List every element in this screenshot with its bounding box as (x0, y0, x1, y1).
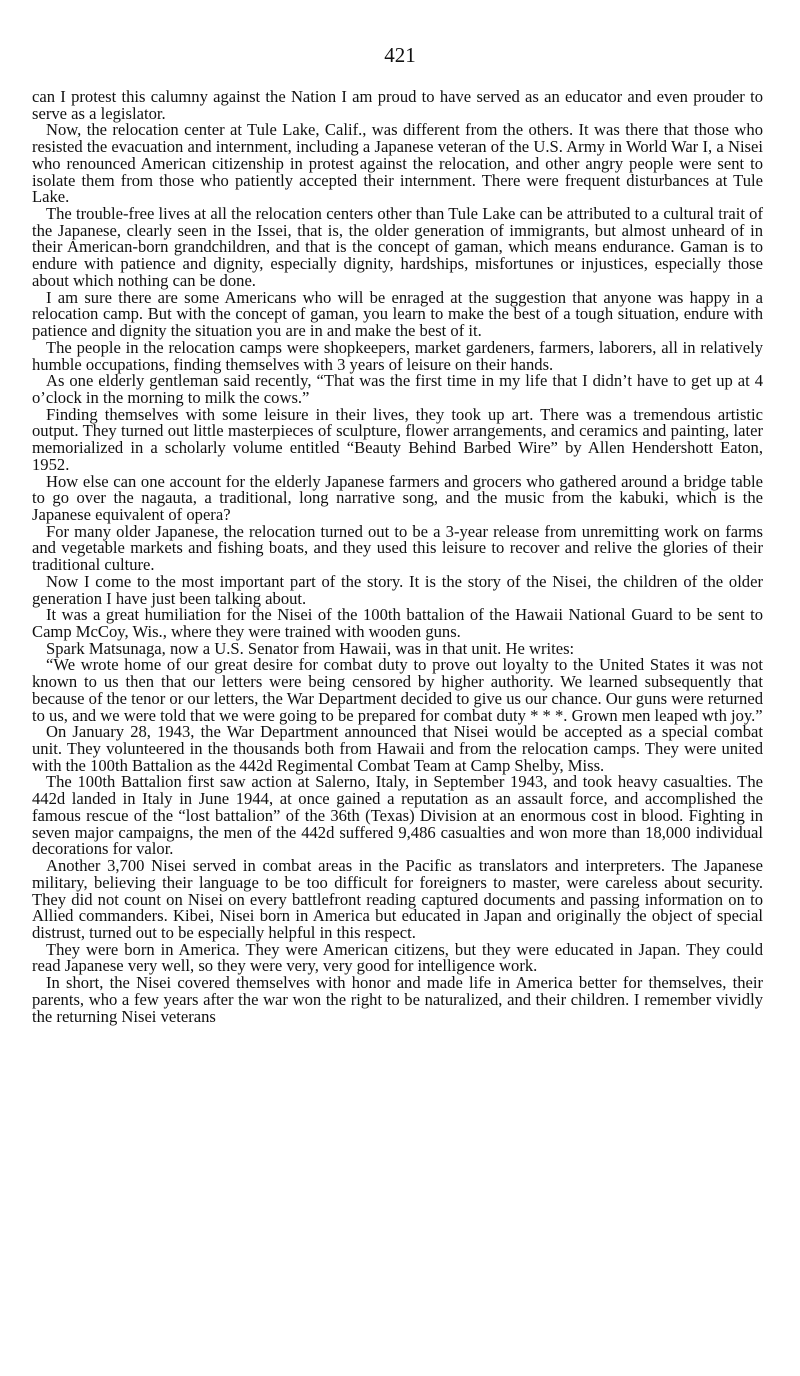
paragraph: Another 3,700 Nisei served in combat areas in the Pacific as translators and interpreters. The Japanese military, believing their language to be too difficult for foreigners to master, were careless about security. They did not count on Nisei on every battlefront reading captured documents and passing information on to Allied commanders. Kibei, Nisei born in America but educated in Japan and originally the object of special distrust, turned out to be especially helpful in this respect. (32, 856, 763, 942)
paragraph: For many older Japanese, the relocation turned out to be a 3-year release from unremitting work on farms and vegetable markets and fishing boats, and they used this leisure to recover and relive the glories of their traditional culture. (32, 521, 763, 575)
paragraph: The 100th Battalion first saw action at Salerno, Italy, in September 1943, and took heavy casualties. The 442d landed in Italy in June 1944, at once gained a reputation as an assault force, and accomplished the famous rescue of the “lost battalion” of the 36th (Texas) Division at an enormous cost in blood. Fighting in seven major campaigns, the men of the 442d suffered 9,486 casualties and won more than 18,000 individual decorations for valor. (32, 772, 763, 859)
page-number: 421 (384, 43, 416, 67)
paragraph: On January 28, 1943, the War Department announced that Nisei would be accepted as a special combat unit. They volunteered in the thousands both from Hawaii and from the relocation camps. They were united with the 100th Battalion as the 442d Regimental Combat Team at Camp Shelby, Miss. (32, 722, 763, 775)
paragraph: Now, the relocation center at Tule Lake, Calif., was different from the others. It was there that those who resisted the evacuation and internment, including a Japanese veteran of the U.S. Army in World War I, a Nisei who renounced American citizenship in protest against the relocation, and other angry people were sent to isolate them from those who patiently accepted their internment. There were frequent disturbances at Tule Lake. (32, 120, 763, 207)
body-text (32, 89, 763, 1025)
paragraph: As one elderly gentleman said recently, “That was the first time in my life that I didn’t have to get up at 4 o’clock in the morning to milk the cows.” (32, 371, 763, 407)
paragraph: can I protest this calumny against the Nation I am proud to have served as an educator and even prouder to serve as a legislator. (32, 87, 763, 123)
paragraph: Spark Matsunaga, now a U.S. Senator from Hawaii, was in that unit. He writes: (46, 638, 575, 658)
quotation-paragraph: “We wrote home of our great desire for combat duty to prove out loyalty to the United States it was not known to us then that our letters were being censored by higher authority. We learned subsequently that because of the tenor or our letters, the War Department decided to give us our chance. Our guns were returned to us, and we were told that we were going to be prepared for combat duty * * *. Grown men leaped wth joy.” (32, 655, 763, 725)
paragraph: The people in the relocation camps were shopkeepers, market gardeners, farmers, laborers, all in relatively humble occupations, finding themselves with 3 years of leisure on their hands. (32, 337, 763, 374)
paragraph: How else can one account for the elderly Japanese farmers and grocers who gathered around a bridge table to go over the nagauta, a traditional, long narrative song, and the music from the kabuki, which is the Japanese equivalent of opera? (32, 471, 763, 524)
paragraph: I am sure there are some Americans who will be enraged at the suggestion that anyone was happy in a relocation camp. But with the concept of gaman, you learn to make the best of a tough situation, endure with patience and dignity the situation you are in and make the best of it. (32, 287, 763, 341)
paragraph: They were born in America. They were American citizens, but they were educated in Japan. They could read Japanese very well, so they were very, very good for intelligence work. (32, 939, 763, 976)
paragraph: Now I come to the most important part of the story. It is the story of the Nisei, the children of the older generation I have just been talking about. (32, 571, 763, 608)
paragraph: It was a great humiliation for the Nisei of the 100th battalion of the Hawaii National Guard to be sent to Camp McCoy, Wis., where they were trained with wooden guns. (32, 605, 763, 641)
paragraph: Finding themselves with some leisure in their lives, they took up art. There was a tremendous artistic output. They turned out little masterpieces of sculpture, flower arrangements, and ceramics and painting, later memorialized in a scholarly volume entitled “Beauty Behind Barbed Wire” by Allen Hendershott Eaton, 1952. (32, 404, 763, 474)
paragraph: In short, the Nisei covered themselves with honor and made life in America better for themselves, their parents, who a few years after the war won the right to be naturalized, and their children. I remember vividly the returning Nisei veterans (32, 973, 763, 1026)
paragraph: The trouble-free lives at all the relocation centers other than Tule Lake can be attributed to a cultural trait of the Japanese, clearly seen in the Issei, that is, the older generation of immigrants, but almost unheard of in their American-born grandchildren, and that is the concept of gaman, which means endurance. Gaman is to endure with patience and dignity, especially dignity, hardships, misfortunes or injustices, especially those about which nothing can be done. (32, 204, 763, 290)
